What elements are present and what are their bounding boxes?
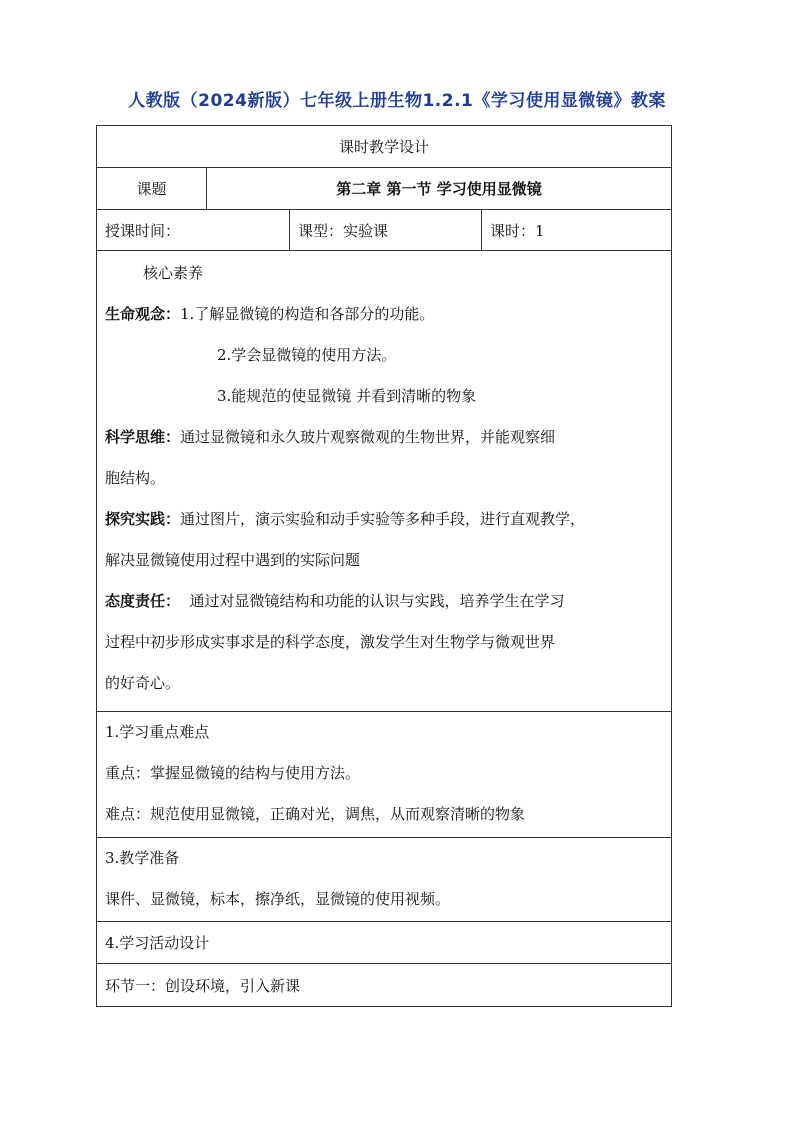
sci-thinking-label: 科学思维： <box>105 428 181 446</box>
core-literacy-row <box>97 251 671 712</box>
sci-thinking-text-1: 通过显微镜和永久玻片观察微观的生物世界，并能观察细 <box>180 428 556 446</box>
topic-value: 第二章 第一节 学习使用显微镜 <box>206 168 671 209</box>
sci-thinking-line-1 <box>105 417 663 458</box>
attitude-text-1: 通过对显微镜结构和功能的认识与实践，培养学生在学习 <box>180 592 565 610</box>
prep-section <box>97 838 671 921</box>
inquiry-text-2: 解决显微镜使用过程中遇到的实际问题 <box>105 551 361 569</box>
focus-key: 重点：掌握显微镜的结构与使用方法。 <box>105 764 361 782</box>
sci-thinking-text-2: 胞结构。 <box>105 469 166 487</box>
focus-difficult: 难点：规范使用显微镜，正确对光，调焦，从而观察清晰的物象 <box>105 805 526 823</box>
core-literacy-heading: 核心素养 <box>143 264 204 282</box>
lesson-type: 课型：实验课 <box>289 210 481 250</box>
lesson-plan-table <box>96 125 672 1007</box>
inquiry-text-1: 通过图片，演示实验和动手实验等多种手段，进行直观教学， <box>180 510 586 528</box>
attitude-text-2: 过程中初步形成实事求是的科学态度，激发学生对生物学与微观世界 <box>105 633 556 651</box>
activity-step-row <box>97 964 671 1006</box>
table-header-row <box>97 126 671 168</box>
table-header-title: 课时教学设计 <box>338 138 429 156</box>
focus-heading: 1.学习重点难点 <box>105 723 210 741</box>
topic-row <box>97 168 671 210</box>
activity-heading-row <box>97 922 671 964</box>
prep-heading: 3.教学准备 <box>105 849 180 867</box>
topic-label: 课题 <box>136 180 167 198</box>
life-concept-text-3: 3.能规范的使显微镜 并看到清晰的物象 <box>217 387 477 405</box>
meta-row <box>97 210 671 251</box>
focus-row <box>97 712 671 838</box>
activity-step-1: 环节一：创设环境，引入新课 <box>105 976 301 995</box>
lesson-hours: 课时：1 <box>481 210 671 250</box>
life-concept-text-2: 2.学会显微镜的使用方法。 <box>217 346 397 364</box>
life-concept-line-1 <box>105 294 663 335</box>
attitude-label: 态度责任： <box>105 592 181 610</box>
focus-section <box>97 712 671 837</box>
prep-text: 课件、显微镜，标本，擦净纸，显微镜的使用视频。 <box>105 890 451 908</box>
prep-row <box>97 838 671 922</box>
core-literacy-section <box>97 251 671 711</box>
lesson-time: 授课时间： <box>105 221 181 240</box>
document-title: 人教版（2024新版）七年级上册生物1.2.1《学习使用显微镜》教案 <box>128 91 666 111</box>
attitude-line-1 <box>105 581 663 622</box>
inquiry-label: 探究实践： <box>105 510 181 528</box>
attitude-text-3: 的好奇心。 <box>105 674 181 692</box>
activity-heading: 4.学习活动设计 <box>105 934 210 952</box>
life-concept-text-1: 1.了解显微镜的构造和各部分的功能。 <box>180 305 435 323</box>
life-concept-label: 生命观念： <box>105 305 181 323</box>
inquiry-line-1 <box>105 499 663 540</box>
